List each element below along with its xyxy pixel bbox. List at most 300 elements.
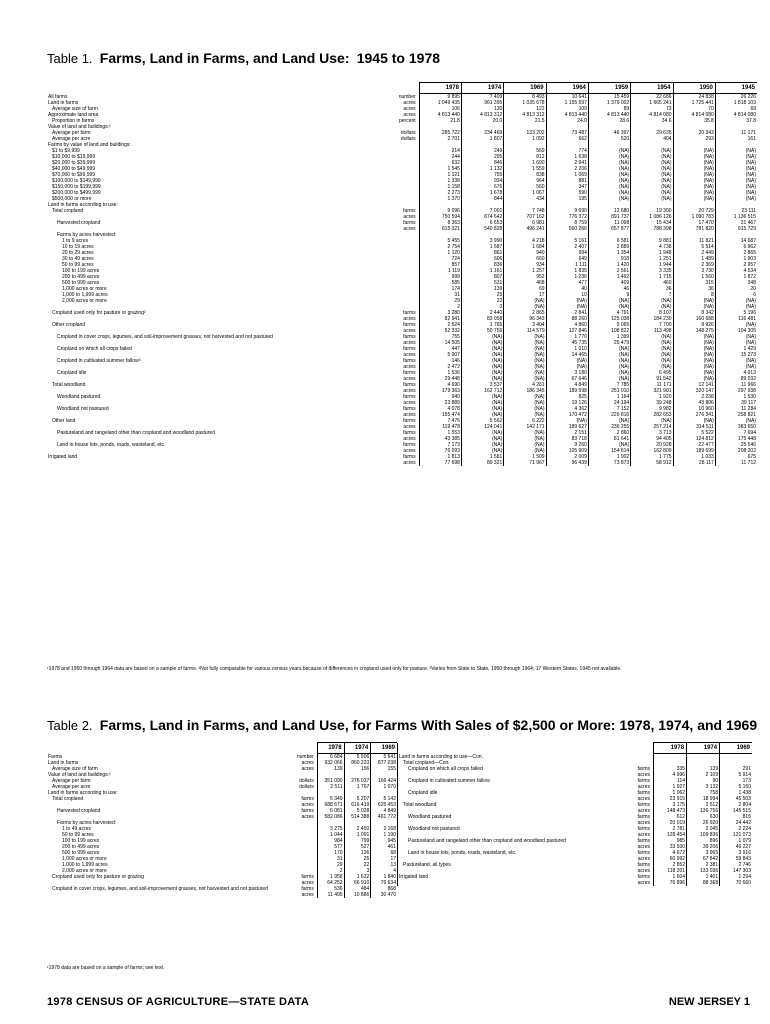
cell-value: 2 889 [588,244,630,250]
cell-value: 4 672 [653,850,686,856]
cell-value: 17 [371,856,397,862]
cell-value: 750 594 [419,214,461,220]
cell-value: 351 090 [317,778,344,784]
cell-value: 4 860 [546,322,588,328]
row-label [47,892,294,898]
cell-value: 1 813 [419,454,461,460]
cell-value: 434 [504,196,546,202]
cell-value: 36 [673,286,715,292]
cell-value: 36 [631,286,673,292]
cell-value: 2 449 [673,250,715,256]
cell-value: 2 206 [546,166,588,172]
cell-value: 1 401 [687,874,720,880]
cell-value: 89 [588,106,630,112]
cell-value: 1 509 [504,454,546,460]
cell-value: 4 362 [546,406,588,412]
cell-value: 560 [504,184,546,190]
row-label: 200 to 499 acres [62,844,100,850]
cell-value: 20 928 [631,442,673,448]
row-unit: acres [403,328,416,334]
cell-value: 88 260 [546,316,588,322]
cell-value: 940 [419,394,461,400]
row-unit: acres [403,340,416,346]
row-label: Value of land and buildings:¹ [48,124,111,130]
cell-value: 4 261 [504,382,546,388]
cell-value: 173 [720,778,752,784]
cell-value: 4 218 [504,238,546,244]
cell-value: 11 712 [715,460,757,466]
cell-value: 67 646 [546,376,588,382]
row-label: 100 to 199 acres [62,838,100,844]
cell-value: 2 841 [546,310,588,316]
cell-value: 314 511 [673,424,715,430]
cell-value: 1 927 [653,784,686,790]
cell-value: 1 632 [344,874,371,880]
cell-value: (NA) [715,298,757,304]
cell-value: 844 [461,196,503,202]
cell-value: 22 [344,862,371,868]
row-label: 2,000 acres or more [62,868,107,874]
cell-value: 3 275 [317,826,344,832]
cell-value: 3 175 [653,802,686,808]
cell-value: 5 506 [344,754,371,761]
cell-value: 961 395 [461,100,503,106]
cell-value: (NA) [504,358,546,364]
cell-value: 5 160 [720,784,752,790]
row-label: Cropland idle [57,370,87,376]
row-label: 100 to 199 acres [62,268,100,274]
cell-value: 2 746 [720,862,752,868]
cell-value: 6 684 [317,754,344,761]
cell-value: (NA) [631,166,673,172]
row-label [47,460,387,466]
cell-value: 915 729 [715,226,757,232]
cell-value: (NA) [504,394,546,400]
cell-value: 1 530 [715,394,757,400]
cell-value: (NA) [504,430,546,436]
cell-value: 940 [504,250,546,256]
row-unit: dollars [299,778,314,784]
cell-value: (NA) [631,364,673,370]
cell-value: 3 730 [673,268,715,274]
row-label: Farms [48,753,63,760]
cell-value: 276 341 [673,412,715,418]
cell-value: (NA) [631,148,673,154]
row-label: 500 to 999 acres [62,280,100,286]
cell-value: 114 [653,778,686,784]
row-unit: acres [637,879,650,886]
cell-value: 174 [419,286,461,292]
cell-value: 184 230 [631,316,673,322]
cell-value: 189 699 [673,448,715,454]
row-label: Land in house lots, ponds, roads, wasteland, etc. [57,442,166,448]
cell-value: 109 [546,106,588,112]
cell-value: 807 [461,274,503,280]
cell-value: 113 498 [631,328,673,334]
cell-value: (NA) [504,448,546,454]
row-label: Total woodland [52,382,86,388]
cell-value: 2 [419,304,461,310]
cell-value: 119 478 [419,424,461,430]
cell-value: (NA) [715,322,757,328]
cell-value: (NA) [673,304,715,310]
row-label: $40,000 to $49,999 [52,166,96,172]
row-label: Cropland idle [408,789,438,796]
year-header: 1974 [687,743,720,754]
cell-value: 662 [546,136,588,142]
cell-value: 4 913 [715,370,757,376]
table1-title-text: Farms, Land in Farms, and Land Use: [99,50,350,66]
year-header: 1969 [504,83,546,94]
cell-value: 189 627 [546,424,588,430]
cell-value: (NA) [461,442,503,448]
row-unit: farms [403,406,416,412]
row-unit: farms [301,886,314,892]
cell-value: 4 690 [419,382,461,388]
cell-value: 2 440 [461,310,503,316]
table-row [398,880,753,886]
cell-value: 12 680 [588,208,630,214]
cell-value: (NA) [631,418,673,424]
cell-value: 1 190 [371,832,397,838]
cell-value: 83 058 [461,316,503,322]
cell-value: 234 469 [461,130,503,136]
cell-value: 2 511 [317,784,344,790]
cell-value: 1 090 783 [673,214,715,220]
row-label: Total woodland [403,801,437,808]
cell-value: 37.8 [715,118,757,124]
cell-value: 6 222 [504,418,546,424]
cell-value: 2 472 [419,364,461,370]
cell-value: 249 [461,148,503,154]
cell-value: (NA) [546,358,588,364]
cell-value: 5 641 [371,754,397,761]
cell-value: 145 515 [720,808,752,814]
cell-value: 139 [317,766,344,772]
cell-value: (NA) [715,340,757,346]
cell-value: 139 [687,766,720,772]
cell-value: (NA) [631,298,673,304]
cell-value: 447 [419,346,461,352]
year-header: 1969 [720,743,752,754]
cell-value: 1 807 [461,136,503,142]
cell-value: 2 109 [687,772,720,778]
row-unit: farms [403,310,416,316]
cell-value: 10 [546,292,588,298]
cell-value: 774 [546,148,588,154]
cell-value: 25 546 [715,442,757,448]
row-unit: farms [637,825,650,832]
row-unit: acres [301,814,314,820]
cell-value: 11 821 [673,238,715,244]
year-header: 1954 [631,83,673,94]
cell-value: 2 860 [588,430,630,436]
cell-value: 8 363 [419,220,461,226]
cell-value: 1 429 [715,346,757,352]
cell-value: 88 368 [687,880,720,886]
cell-value: 315 [673,280,715,286]
cell-value: 258 821 [715,412,757,418]
cell-value: 5 065 [588,322,630,328]
row-unit: acres [403,352,416,358]
cell-value: 1 161 [461,268,503,274]
cell-value: 1 684 [504,244,546,250]
cell-value: 999 [419,274,461,280]
cell-value: 3 965 [687,850,720,856]
cell-value: (NA) [673,418,715,424]
cell-value: (NA) [673,196,715,202]
row-unit: acres [403,214,416,220]
cell-value: 2 852 [653,862,686,868]
cell-value: (NA) [588,190,630,196]
row-unit: farms [403,418,416,424]
cell-value: 148 275 [673,328,715,334]
table2-title [47,717,757,733]
cell-value: 23 889 [419,400,461,406]
cell-value: 1 818 103 [715,100,757,106]
cell-value: 96 439 [546,460,588,466]
row-unit: acres [403,316,416,322]
cell-value: 20 019 [653,820,686,826]
row-unit: farms [637,813,650,820]
cell-value: 4 814 080 [715,112,757,118]
cell-value: (NA) [673,166,715,172]
cell-value: 585 [419,280,461,286]
row-label: Total cropland—Con. [403,759,450,766]
cell-value: 64 252 [317,880,344,886]
cell-value: 577 [317,844,344,850]
row-unit: farms [403,334,416,340]
cell-value: 76 896 [653,880,686,886]
year-header: 1978 [317,743,344,754]
row-label: Land in farms according to use: [48,790,118,796]
cell-value: 69 [715,106,757,112]
stub-header [398,743,654,754]
cell-value: 31 [419,292,461,298]
cell-value: (NA) [631,358,673,364]
cell-value: (NA) [631,184,673,190]
cell-value: 52 332 [419,328,461,334]
cell-value: 133 202 [504,130,546,136]
cell-value: 1 715 [631,274,673,280]
cell-value: (NA) [588,160,630,166]
cell-value: 881 [546,178,588,184]
row-label: Total cropland [52,796,84,802]
cell-value: 11 098 [588,220,630,226]
row-unit: farms [403,358,416,364]
cell-value: 383 650 [715,424,757,430]
cell-value: 69 [504,286,546,292]
cell-value: 4 814 080 [673,112,715,118]
cell-value: 297 938 [715,388,757,394]
cell-value: 2 701 [419,136,461,142]
cell-value: 24 838 [673,94,715,101]
row-unit: acres [301,760,314,766]
cell-value: 335 [653,766,686,772]
cell-value: 3 [344,868,371,874]
cell-value: 2 941 [546,160,588,166]
cell-value: 484 [344,886,371,892]
cell-value: 3 404 [504,322,546,328]
cell-value: 404 [631,136,673,142]
cell-value: 1 091 [344,832,371,838]
cell-value: (NA) [715,418,757,424]
year-header: 1964 [546,83,588,94]
cell-value: (NA) [588,304,630,310]
cell-value: 945 [371,838,397,844]
cell-value: 7 785 [588,382,630,388]
cell-value: 560 266 [546,226,588,232]
cell-value: (NA) [588,358,630,364]
row-label: $20,000 to $39,999 [52,160,96,166]
cell-value: 11 284 [715,406,757,412]
stub-header [47,83,419,94]
cell-value: 89 032 [715,376,757,382]
cell-value: (NA) [715,196,757,202]
row-unit: number [296,753,314,760]
cell-value: 21 467 [715,220,757,226]
cell-value: (NA) [588,298,630,304]
cell-value: (NA) [631,352,673,358]
cell-value: (NA) [461,370,503,376]
cell-value: 5 522 [673,430,715,436]
cell-value: 964 [504,178,546,184]
cell-value: 1 948 [631,250,673,256]
cell-value: 11 171 [631,382,673,388]
cell-value: 15 459 [588,94,630,101]
row-unit: farms [403,346,416,352]
row-unit: acres [403,376,416,382]
table2-title-text: Farms, Land in Farms, and Land Use, for Farms With Sales of $2,500 or More: 1978, 1974, and 1969 [99,717,758,733]
row-unit: acres [637,831,650,838]
cell-value: 22 686 [631,94,673,101]
row-label: Farms by acres harvested: [57,820,117,826]
cell-value: 9 690 [546,208,588,214]
cell-value: 781 820 [673,226,715,232]
cell-value: 285 722 [419,130,461,136]
cell-value: 8 [673,292,715,298]
cell-value: 891 737 [588,214,630,220]
cell-value: 6 349 [317,796,344,802]
cell-value: (NA) [631,334,673,340]
cell-value: 918 [588,256,630,262]
cell-value: 1 070 [371,784,397,790]
cell-value: 66 910 [344,880,371,886]
cell-value: 293 [673,136,715,142]
row-unit: farms [637,873,650,880]
cell-value: (NA) [631,172,673,178]
row-unit: acres [403,106,416,112]
row-label: 1 to 9 acres [62,238,89,244]
cell-value: 994 [546,250,588,256]
row-unit: acres [403,448,416,454]
cell-value: (NA) [504,412,546,418]
cell-value: 6 981 [504,220,546,226]
cell-value: 2 224 [720,826,752,832]
year-header: 1969 [371,743,397,754]
row-unit: acres [403,100,416,106]
header-row [47,83,757,94]
row-label: Land in farms [48,760,79,766]
cell-value: 630 [687,814,720,820]
cell-value: 291 [720,766,752,772]
cell-value: 838 [504,172,546,178]
row-unit: farms [403,430,416,436]
row-label: Average per farm [52,130,91,136]
row-unit: acres [637,843,650,850]
cell-value: 20 [715,286,757,292]
cell-value: 2 045 [687,826,720,832]
cell-value: 688 671 [317,802,344,808]
cell-value: 1 690 [504,160,546,166]
cell-value: 1 370 [419,196,461,202]
cell-value: 3 132 [687,784,720,790]
row-unit: farms [403,394,416,400]
row-label: 1,000 acres or more [62,286,107,292]
cell-value: 2 524 [419,322,461,328]
cell-value: (NA) [588,376,630,382]
cell-value: (NA) [673,334,715,340]
row-label: 1,000 acres or more [62,856,107,862]
cell-value: 569 [504,148,546,154]
cell-value: 1 835 [546,268,588,274]
row-label: Woodland not pastured [57,406,109,412]
cell-value: 5 196 [715,310,757,316]
cell-value: (NA) [673,172,715,178]
cell-value: 186 345 [504,388,546,394]
cell-value: 1 379 002 [588,100,630,106]
cell-value: 4 996 [653,772,686,778]
cell-value: 612 [653,814,686,820]
cell-value: 2 168 [371,826,397,832]
cell-value: 40 [546,286,588,292]
cell-value: 952 [504,274,546,280]
cell-value: 3 280 [419,310,461,316]
cell-value: (NA) [588,172,630,178]
cell-value: 11 495 [317,892,344,898]
cell-value: 4 814 080 [631,112,673,118]
row-label: Land in farms according to use—Con. [399,753,483,760]
cell-value: 896 [687,838,720,844]
cell-value: 105 909 [546,448,588,454]
row-unit: farms [637,861,650,868]
cell-value: 1 251 [631,256,673,262]
cell-value: 1 536 [419,370,461,376]
cell-value: 43 385 [419,436,461,442]
cell-value: 660 [504,256,546,262]
row-label: $70,000 to $99,999 [52,172,96,178]
row-unit: acres [403,436,416,442]
cell-value: 25 [461,292,503,298]
cell-value: 1 687 [461,244,503,250]
cell-value: 1 420 [588,262,630,268]
cell-value: 4 [371,868,397,874]
cell-value: 19 300 [631,208,673,214]
cell-value: 788 398 [631,226,673,232]
cell-value: 1 399 [588,334,630,340]
cell-value: 139 [461,286,503,292]
row-label: Total cropland [52,208,84,214]
row-label: Cropland used only for pasture or grazing² [52,310,146,316]
cell-value: 649 [546,256,588,262]
cell-value: (NA) [673,178,715,184]
row-unit: acres [637,867,650,874]
cell-value: 1 559 [504,166,546,172]
cell-value: (NA) [588,352,630,358]
cell-value: 7 152 [588,406,630,412]
cell-value: 12 141 [673,382,715,388]
row-unit: percent [398,118,416,124]
